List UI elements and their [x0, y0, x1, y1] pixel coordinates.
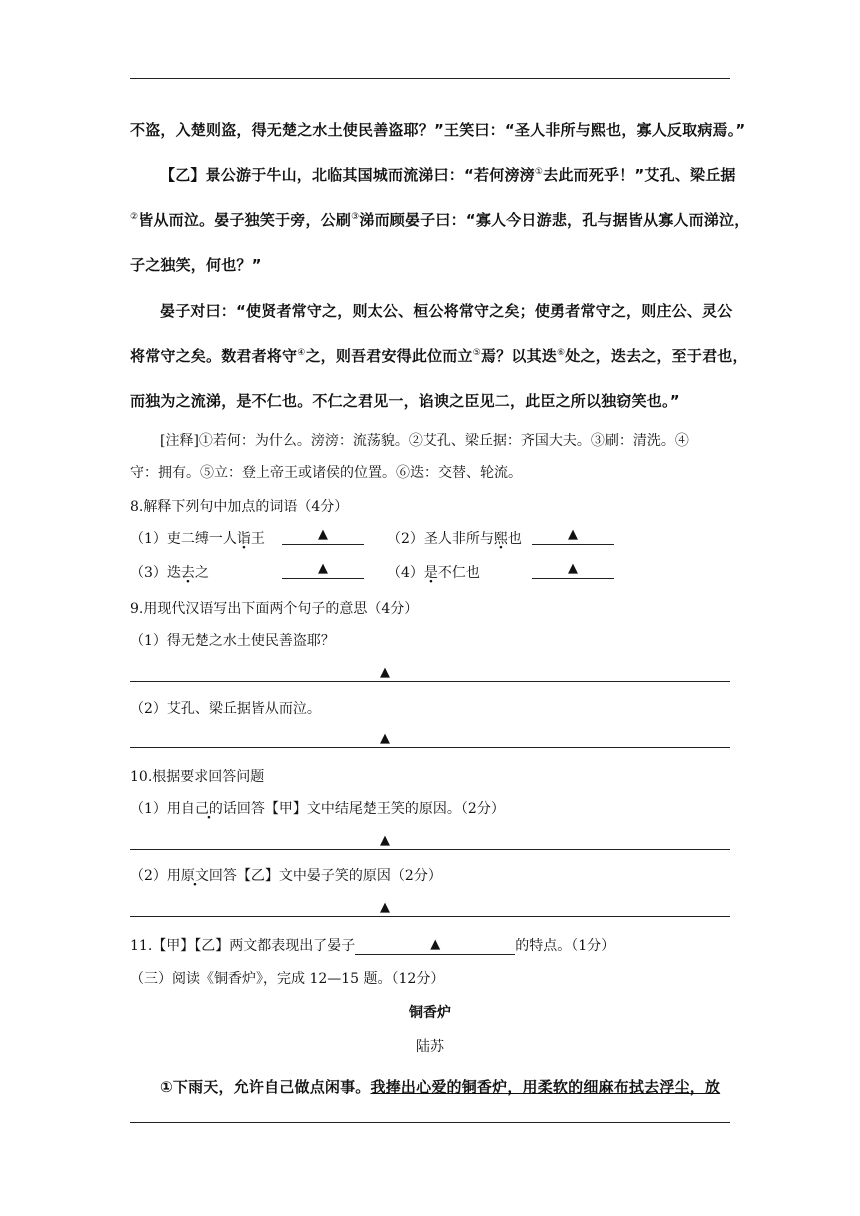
q8-blank-3[interactable]	[282, 562, 364, 579]
answer-triangle-icon: ▲	[318, 527, 328, 542]
answer-triangle-icon: ▲	[568, 561, 578, 576]
top-rule	[130, 78, 730, 79]
answer-triangle-icon: ▲	[430, 937, 441, 952]
q8-item-1	[130, 528, 265, 548]
dotted-word: 诣	[236, 531, 251, 547]
text: （4）	[387, 565, 424, 581]
q9-answer-line-1[interactable]	[130, 663, 730, 682]
dotted-word: 熙	[493, 531, 508, 547]
text: 王	[250, 531, 265, 547]
passage-yi-line-6: 而独为之流涕，是不仁也。不仁之君见一，谄谀之臣见二，此臣之所以独窃笑也。”	[130, 392, 680, 410]
text: 处之，迭去之，至于君也，	[565, 347, 748, 365]
dotted-word: 去	[180, 565, 195, 581]
text: 涕而顾晏子曰：“寡人今日游悲，孔与据皆从寡人而涕泣，	[359, 211, 750, 229]
text: （1）用	[130, 801, 181, 817]
text: 不仁也	[437, 565, 480, 581]
q8-blank-1[interactable]	[282, 528, 364, 545]
bottom-rule	[130, 1122, 730, 1123]
text: 之	[194, 565, 209, 581]
passage-yi-line-3: 子之独笑，何也？”	[130, 256, 262, 274]
q8-item-4	[387, 562, 480, 582]
text: 之，则吾君安得此位而立	[305, 347, 473, 365]
notes-line-1: [注释]①若何：为什么。滂滂：流荡貌。②艾孔、梁丘据：齐国大夫。③刷：清洗。④	[160, 433, 689, 449]
text: 去此而死乎！”艾孔、梁丘据	[543, 166, 736, 184]
text: ①下雨天，允许自己做点闲事。	[160, 1078, 371, 1096]
q8-title: 8.解释下列句中加点的词语（4分）	[130, 499, 349, 515]
text: 皆从而泣。晏子独笑于旁，公刷	[138, 211, 352, 229]
text: （3）迭	[130, 565, 181, 581]
q11-blank[interactable]	[355, 938, 515, 955]
dotted-word: 是	[423, 565, 438, 581]
text: 将常守之矣。数君者将守	[130, 347, 298, 365]
footnote-ref: ④	[297, 348, 306, 358]
q8-item-2	[387, 528, 522, 548]
story-title: 铜香炉	[409, 1005, 451, 1021]
q9-sentence-2: （2）艾孔、梁丘据皆从而泣。	[130, 701, 321, 717]
q10-answer-line-1[interactable]	[130, 831, 730, 850]
passage-yi-line-4: 晏子对曰：“使贤者常守之，则太公、桓公将常守之矣；使勇者常守之，则庄公、灵公	[160, 302, 733, 320]
answer-triangle-icon: ▲	[380, 665, 390, 680]
underlined-text: 我捧出心爱的铜香炉，用柔软的细麻布拭去浮尘，放	[370, 1078, 721, 1096]
notes-line-2: 守：拥有。⑤立：登上帝王或诸侯的位置。⑥迭：交替、轮流。	[130, 465, 522, 481]
q9-sentence-1: （1）得无楚之水土使民善盗耶？	[130, 633, 335, 649]
q11	[130, 935, 615, 955]
q8-blank-4[interactable]	[532, 562, 614, 579]
story-author: 陆苏	[416, 1039, 444, 1055]
text: 11.【甲】【乙】两文都表现出了晏子	[130, 938, 356, 954]
answer-triangle-icon: ▲	[380, 900, 390, 915]
footnote-ref: ⑤	[472, 348, 481, 358]
passage-jia-end: 不盗，入楚则盗，得无楚之水土使民善盗耶？”王笑曰：“圣人非所与熙也，寡人反取病焉。”	[130, 121, 746, 139]
section-3-heading: （三）阅读《铜香炉》，完成 12—15 题。（12分）	[130, 971, 445, 987]
q10-answer-line-2[interactable]	[130, 898, 730, 917]
q9-answer-line-2[interactable]	[130, 729, 730, 748]
answer-triangle-icon: ▲	[380, 833, 390, 848]
text: （1）吏二缚一人	[130, 531, 237, 547]
text: 回答【甲】文中结尾楚王笑的原因。（2分）	[236, 801, 505, 817]
text: （2）用	[130, 868, 181, 884]
q8-item-3	[130, 562, 209, 582]
q9-title: 9.用现代汉语写出下面两个句子的意思（4分）	[130, 601, 419, 617]
passage-yi-line-2	[130, 209, 750, 230]
dotted-phrase: 原文	[180, 868, 209, 884]
text: （2）圣人非所与	[387, 531, 494, 547]
answer-triangle-icon: ▲	[380, 731, 390, 746]
text: 也	[507, 531, 522, 547]
text: 回答【乙】文中晏子笑的原因（2分）	[208, 868, 442, 884]
answer-triangle-icon: ▲	[568, 527, 578, 542]
passage-yi-line-1	[130, 164, 760, 185]
q10-part-1	[130, 798, 505, 818]
text: 的特点。（1分）	[515, 938, 616, 954]
q10-part-2	[130, 865, 442, 885]
story-paragraph-1	[130, 1076, 760, 1097]
answer-triangle-icon: ▲	[318, 561, 328, 576]
footnote-ref: ⑥	[556, 348, 566, 358]
dotted-phrase: 自己的话	[180, 801, 237, 817]
footnote-ref: ①	[534, 167, 544, 177]
passage-yi-line-5	[130, 345, 748, 366]
text: 【乙】景公游于牛山，北临其国城而流涕曰：“若何滂滂	[160, 166, 535, 184]
q10-title: 10.根据要求回答问题	[130, 769, 265, 785]
footnote-ref: ③	[351, 212, 360, 222]
text: 焉？以其迭	[480, 347, 557, 365]
q8-blank-2[interactable]	[532, 528, 614, 545]
footnote-ref: ②	[130, 212, 139, 222]
